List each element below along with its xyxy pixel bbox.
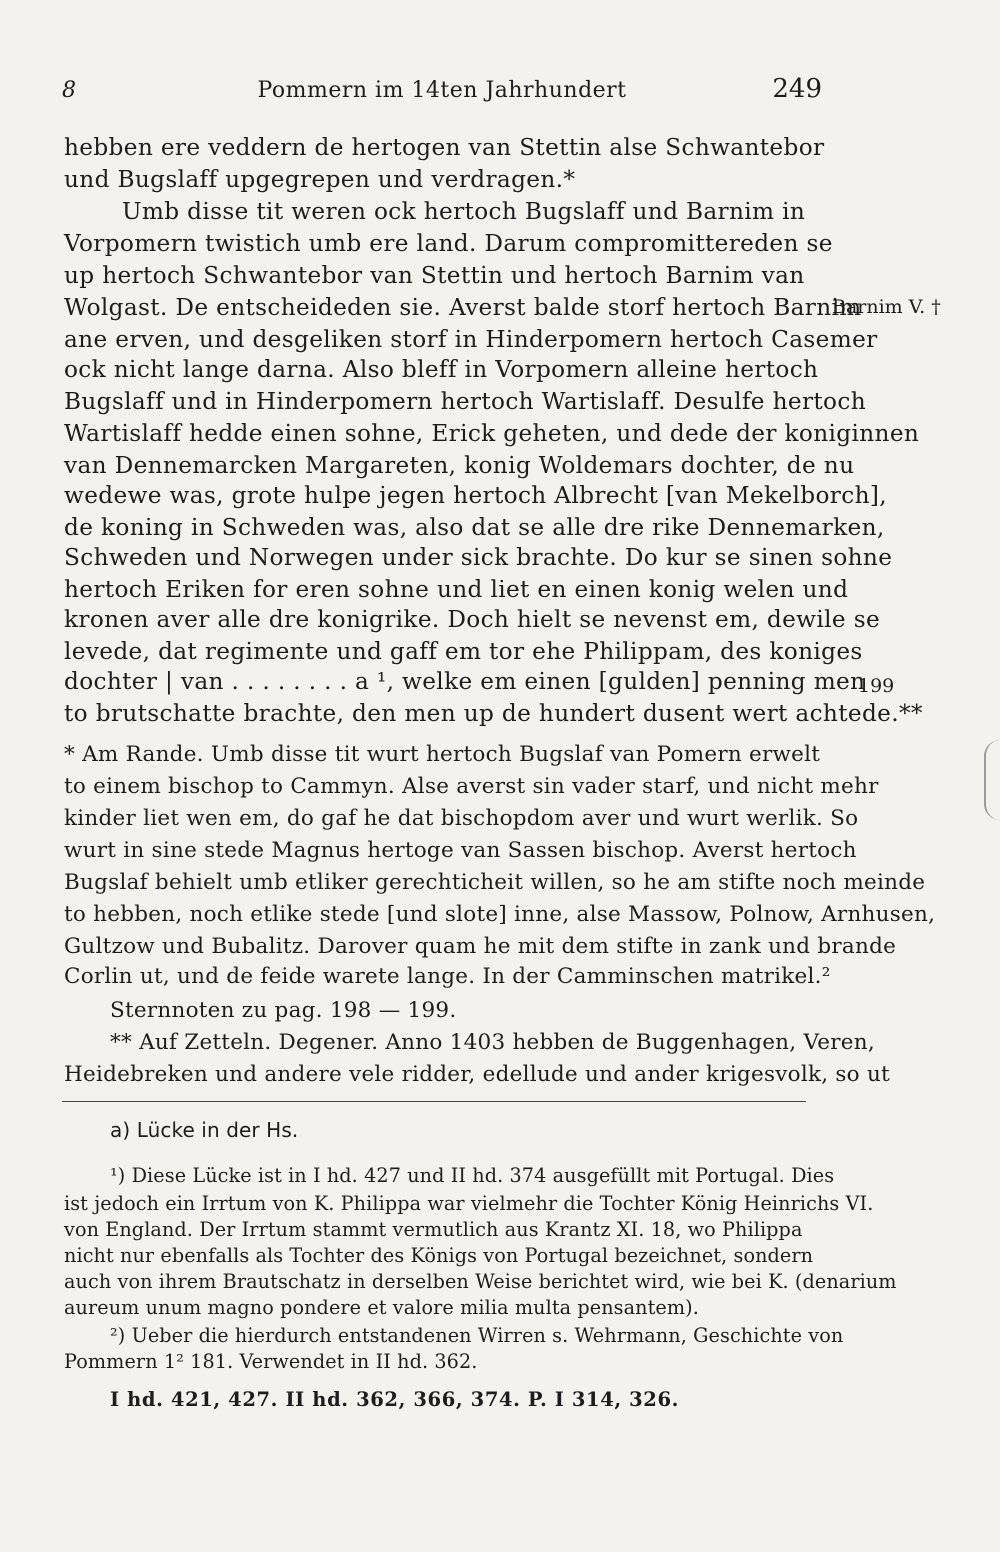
text-line: ane erven, und desgeliken storf in Hinderpomern hertoch Casemer: [64, 326, 878, 353]
text-line: de koning in Schweden was, also dat se alle dre rike Dennemarken,: [64, 514, 885, 541]
page-number: 249: [772, 74, 822, 104]
footnote-line: aureum unum magno pondere et valore milia multa pensantem).: [64, 1296, 699, 1319]
text-line: van Dennemarcken Margareten, konig Woldemars dochter, de nu: [64, 452, 855, 479]
folio-number: 199: [858, 675, 895, 697]
text-line: Schweden und Norwegen under sick brachte. Do kur se sinen sohne: [64, 544, 893, 571]
signature-mark: 8: [62, 78, 76, 103]
text-line: to brutschatte brachte, den men up de hundert dusent wert achtede.**: [64, 700, 923, 727]
page-header: [62, 74, 822, 118]
text-line: Umb disse tit weren ock hertoch Bugslaff und Barnim in: [122, 198, 806, 225]
note-line: Gultzow und Bubalitz. Darover quam he mit dem stifte in zank und brande: [64, 934, 897, 959]
note-line: kinder liet wen em, do gaf he dat bischopdom aver und wurt werlik. So: [64, 806, 859, 831]
note-line: to hebben, noch etlike stede [und slote] inne, alse Massow, Polnow, Arnhusen,: [64, 902, 936, 927]
note-line: wurt in sine stede Magnus hertoge van Sassen bischop. Averst hertoch: [64, 838, 857, 863]
footnote-line: nicht nur ebenfalls als Tochter des Königs von Portugal bezeichnet, sondern: [64, 1244, 814, 1267]
note-line: ** Auf Zetteln. Degener. Anno 1403 hebben de Buggenhagen, Veren,: [110, 1030, 875, 1055]
text-line: Wolgast. De entscheideden sie. Averst balde storf hertoch Barnim: [64, 294, 862, 321]
text-line: und Bugslaff upgegrepen und verdragen.*: [64, 166, 576, 193]
footnote-line: auch von ihrem Brautschatz in derselben Weise berichtet wird, wie bei K. (denarium: [64, 1270, 897, 1293]
footnote-line: ²) Ueber die hierdurch entstandenen Wirren s. Wehrmann, Geschichte von: [110, 1324, 844, 1347]
text-line: Vorpomern twistich umb ere land. Darum compromittereden se: [64, 230, 833, 257]
note-line: Heidebreken und andere vele ridder, edellude und ander krigesvolk, so ut: [64, 1062, 890, 1087]
text-line: dochter | van . . . . . . . . a ¹, welke em einen [gulden] penning men: [64, 668, 866, 695]
note-line: Bugslaf behielt umb etliker gerechticheit willen, so he am stifte noch meinde: [64, 870, 926, 895]
page-edge-shadow: [984, 740, 1000, 820]
text-line: levede, dat regimente und gaff em tor ehe Philippam, des koniges: [64, 638, 863, 665]
text-line: Bugslaff und in Hinderpomern hertoch Wartislaff. Desulfe hertoch: [64, 388, 866, 415]
text-line: ock nicht lange darna. Also bleff in Vorpomern alleine hertoch: [64, 356, 819, 383]
footnote-line: von England. Der Irrtum stammt vermutlich aus Krantz XI. 18, wo Philippa: [64, 1218, 803, 1241]
footnote-line: a) Lücke in der Hs.: [110, 1118, 299, 1142]
text-line: wedewe was, grote hulpe jegen hertoch Albrecht [van Mekelborch],: [64, 482, 887, 509]
note-line: to einem bischop to Cammyn. Alse averst sin vader starf, und nicht mehr: [64, 774, 879, 799]
footnote-line: ¹) Diese Lücke ist in I hd. 427 und II hd. 374 ausgefüllt mit Portugal. Dies: [110, 1164, 835, 1187]
note-line: Sternnoten zu pag. 198 — 199.: [110, 998, 457, 1023]
running-title: Pommern im 14ten Jahrhundert: [257, 78, 627, 103]
text-line: up hertoch Schwantebor van Stettin und hertoch Barnim van: [64, 262, 805, 289]
text-line: hertoch Eriken for eren sohne und liet en einen konig welen und: [64, 576, 849, 603]
text-line: Wartislaff hedde einen sohne, Erick geheten, und dede der koniginnen: [64, 420, 920, 447]
text-line: hebben ere veddern de hertogen van Stettin alse Schwantebor: [64, 134, 825, 161]
note-line: Corlin ut, und de feide warete lange. In der Camminschen matrikel.²: [64, 964, 831, 989]
margin-note: Barnim V. †: [832, 296, 941, 318]
note-line: * Am Rande. Umb disse tit wurt hertoch Bugslaf van Pomern erwelt: [64, 742, 821, 767]
footnote-line: ist jedoch ein Irrtum von K. Philippa war vielmehr die Tochter König Heinrichs VI.: [64, 1192, 874, 1215]
source-references: I hd. 421, 427. II hd. 362, 366, 374. P. I 314, 326.: [110, 1388, 680, 1411]
footnote-line: Pommern 1² 181. Verwendet in II hd. 362.: [64, 1350, 478, 1373]
text-line: kronen aver alle dre konigrike. Doch hielt se nevenst em, dewile se: [64, 606, 881, 633]
footnote-rule: [62, 1101, 806, 1102]
